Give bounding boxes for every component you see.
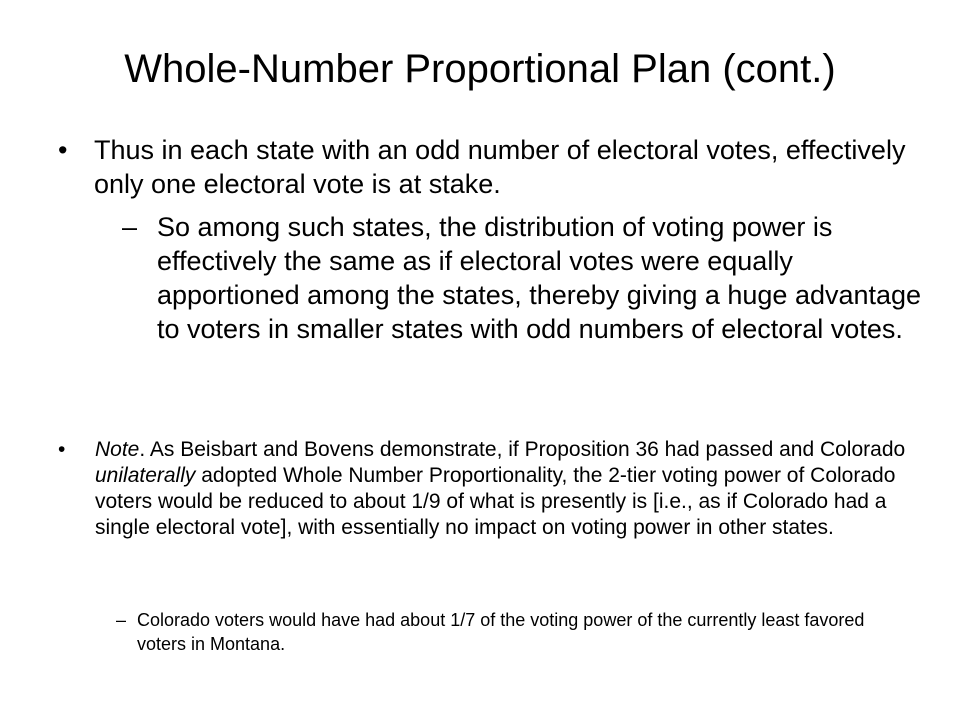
sub-bullet-item-1 — [122, 210, 922, 346]
sub-bullet-text-1: So among such states, the distribution of voting power is effectively the same as if electoral votes were equally apportioned among the states, thereby giving a huge advantage to voters in smaller states with odd numbers of electoral votes. — [157, 212, 922, 344]
bullet-text-2 — [95, 437, 910, 541]
note-text-part-2: adopted Whole Number Proportionality, the 2-tier voting power of Colorado voters would be reduced to about 1/9 of what is presently is [i.e., as if Colorado had a single electoral vote], with essentially no impact on voting power in other states. — [95, 464, 896, 539]
sub-bullet-item-2 — [116, 608, 906, 656]
bullet-icon: • — [58, 438, 66, 461]
emphasis-unilaterally: unilaterally — [95, 464, 196, 487]
dash-icon: – — [116, 610, 127, 630]
bullet-icon: • — [58, 135, 68, 165]
bullet-text-1: Thus in each state with an odd number of electoral votes, effectively only one electoral vote is at stake. — [94, 135, 906, 199]
bullet-item-1 — [58, 133, 910, 201]
dash-icon: – — [122, 212, 138, 242]
note-text-part-1: . As Beisbart and Bovens demonstrate, if Proposition 36 had passed and Colorado — [139, 438, 906, 461]
note-label: Note — [95, 438, 140, 461]
sub-bullet-text-2: Colorado voters would have had about 1/7 of the voting power of the currently least favored voters in Montana. — [137, 610, 865, 654]
bullet-item-2 — [58, 437, 910, 541]
slide-title: Whole-Number Proportional Plan (cont.) — [124, 47, 836, 91]
